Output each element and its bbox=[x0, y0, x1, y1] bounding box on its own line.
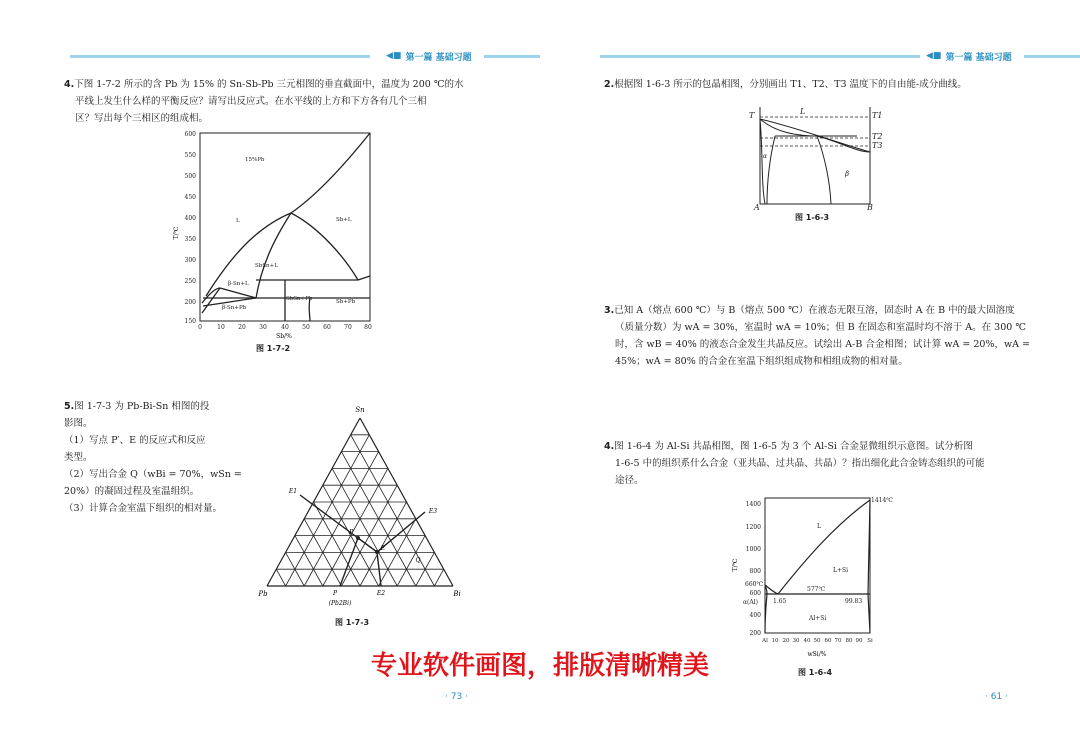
label-L: L bbox=[817, 523, 821, 530]
x-tick: 10 bbox=[217, 324, 225, 331]
label-e3: E3 bbox=[428, 508, 438, 515]
label-577: 577℃ bbox=[807, 586, 826, 593]
y-tick: 250 bbox=[184, 278, 196, 285]
right-header: ◀■ 第一篇 基础习题 bbox=[926, 51, 1012, 63]
si-liquidus bbox=[778, 500, 870, 594]
y-tick: 300 bbox=[184, 257, 196, 264]
figure-caption: 图 1-7-3 bbox=[335, 618, 370, 627]
label-T: T bbox=[749, 111, 755, 120]
region-label: Sb+L bbox=[336, 217, 352, 223]
grid-line bbox=[332, 468, 397, 586]
label-L-Si: L+Si bbox=[833, 567, 849, 574]
figure-caption: 图 1-6-4 bbox=[798, 668, 833, 677]
x-tick: Si bbox=[867, 638, 873, 644]
label-p-prime: P′ bbox=[349, 529, 355, 536]
label-e2: E2 bbox=[376, 590, 386, 597]
figure-caption: 图 1-7-2 bbox=[256, 344, 291, 353]
region-label: SbSn+L bbox=[255, 263, 278, 269]
x-axis-label: Sb/% bbox=[276, 333, 292, 340]
label-660: 660℃ bbox=[745, 581, 764, 588]
left-header: ◀■ 第一篇 基础习题 bbox=[386, 51, 472, 63]
right-question-3: 3.已知 A（熔点 600 ℃）与 B（熔点 500 ℃）在液态无限互溶，固态时 A 在 B 中的最大固溶度 （质量分数）为 wA = 30%，室温时 wA = 10%；但 B 在固态和室温时均不溶于 A。在 300 ℃ 时，含 wB = 40% 的液态合金发生共晶反应。试绘出 A-B 合金相图；试计算 wA = 20%，wA = 45%；wA = 80% 的合金在室温下组织组成物和相组成物的相对量。 bbox=[604, 305, 1030, 367]
x-tick: 70 bbox=[344, 324, 352, 331]
left-question-4: 4.下图 1-7-2 所示的含 Pb 为 15% 的 Sn-Sb-Pb 三元相图的垂直截面中，温度为 200 ℃的水 平线上发生什么样的平衡反应？请写出反应式。在水平线的上方和下方各有几个三相 区？写出每个三相区的组成相。 bbox=[64, 79, 464, 124]
y-axis-label: T/℃ bbox=[732, 558, 739, 572]
right-page bbox=[540, 0, 1080, 750]
y-tick: 450 bbox=[184, 194, 196, 201]
grid-line bbox=[286, 435, 370, 586]
promo-banner: 专业软件画图，排版清晰精美 bbox=[370, 651, 709, 681]
region-label: SbSn+Pb bbox=[286, 296, 313, 302]
label-T2: T2 bbox=[872, 132, 883, 141]
figure-caption: 图 1-6-3 bbox=[795, 213, 830, 222]
label-p: P bbox=[332, 590, 338, 597]
x-axis-label: wSi/% bbox=[807, 651, 827, 658]
y-tick: 400 bbox=[749, 612, 761, 619]
phase-diagram-sn-sb-pb bbox=[170, 128, 390, 343]
liquidus-curve bbox=[206, 133, 370, 296]
y-tick: 800 bbox=[749, 568, 761, 575]
label-1414: 1414℃ bbox=[871, 497, 893, 504]
label-T3: T3 bbox=[872, 141, 883, 150]
y-tick: 600 bbox=[749, 590, 761, 597]
label-e: E bbox=[380, 545, 386, 552]
x-tick: 70 bbox=[834, 638, 842, 644]
header-rule bbox=[484, 55, 540, 58]
point-e bbox=[375, 550, 379, 554]
label-q: Q bbox=[415, 557, 421, 564]
region-label: 15%Pb bbox=[245, 157, 265, 163]
grid-line bbox=[397, 536, 425, 586]
sb-boundary bbox=[291, 213, 358, 280]
diagram-frame bbox=[760, 107, 870, 204]
y-tick: 500 bbox=[184, 173, 196, 180]
x-tick: 30 bbox=[792, 638, 800, 644]
eutectic-line-1 bbox=[220, 288, 256, 298]
region-label: L bbox=[236, 218, 240, 224]
grid-line bbox=[295, 536, 323, 586]
grid-line bbox=[323, 468, 388, 586]
grid-line bbox=[276, 569, 285, 586]
header-rule bbox=[70, 55, 370, 58]
boundary-line bbox=[340, 538, 358, 586]
x-tick: 50 bbox=[302, 324, 310, 331]
point-p-prime bbox=[356, 536, 360, 540]
x-tick: 40 bbox=[803, 638, 811, 644]
sbsn-boundary bbox=[256, 213, 291, 298]
ternary-diagram-pb-bi-sn bbox=[255, 400, 470, 610]
y-tick: 600 bbox=[184, 131, 196, 138]
y-tick: 200 bbox=[184, 299, 196, 306]
header-arrow-icon: ◀■ bbox=[926, 51, 942, 61]
grid-line bbox=[351, 435, 438, 586]
x-tick: 40 bbox=[281, 324, 289, 331]
vertex-pb: Pb bbox=[258, 590, 268, 598]
x-tick: 80 bbox=[364, 324, 372, 331]
beta-boundary bbox=[817, 136, 831, 204]
alpha-solvus bbox=[760, 119, 768, 204]
x-tick: 60 bbox=[323, 324, 331, 331]
x-tick: 30 bbox=[259, 324, 267, 331]
peritectic-diagram bbox=[745, 102, 885, 212]
page-number: · 73 · bbox=[445, 692, 468, 702]
sb-pb-line bbox=[358, 276, 370, 280]
al-si-phase-diagram bbox=[725, 490, 895, 662]
y-axis-label: T/℃ bbox=[173, 226, 180, 240]
label-A: A bbox=[754, 203, 760, 212]
y-tick: 1200 bbox=[745, 524, 761, 531]
right-question-4: 4.图 1-6-4 为 Al-Si 共晶相图，图 1-6-5 为 3 个 Al-Si 合金显微组织示意图。试分析图 1-6-5 中的组织系什么合金（亚共晶、过共晶、共晶）？指出细化此合金铸态组织的可能 途径。 bbox=[604, 441, 985, 486]
label-alpha-al: α(Al) bbox=[743, 599, 758, 606]
y-tick: 550 bbox=[184, 152, 196, 159]
header-rule bbox=[600, 55, 920, 58]
x-tick: 50 bbox=[813, 638, 821, 644]
x-tick: 10 bbox=[771, 638, 779, 644]
region-label: β-Sn+Pb bbox=[222, 305, 247, 311]
label-T1: T1 bbox=[872, 111, 883, 120]
x-tick: 20 bbox=[238, 324, 246, 331]
x-tick: 0 bbox=[198, 324, 202, 331]
x-tick: 90 bbox=[855, 638, 863, 644]
x-tick: 20 bbox=[782, 638, 790, 644]
region-label: Sb+Pb bbox=[336, 299, 356, 305]
x-tick: Al bbox=[762, 638, 768, 644]
label-beta: β bbox=[845, 170, 850, 178]
left-question-5: 5.图 1-7-3 为 Pb-Bi-Sn 相图的投 影图。 （1）写点 P′、E 的反应式和反应 类型。 （2）写出合金 Q（wBi = 70%，wSn = 20%）的凝固过程及室温组织。 （3）计算合金室温下组织的相对量。 bbox=[64, 401, 242, 514]
grid-line bbox=[434, 569, 443, 586]
right-question-2: 2.根据图 1-6-3 所示的包晶相图，分别画出 T1、T2、T3 温度下的自由能-成分曲线。 bbox=[604, 79, 967, 90]
vertex-bi: Bi bbox=[453, 590, 461, 598]
label-L: L bbox=[800, 107, 806, 116]
label-B: B bbox=[867, 203, 873, 212]
label-e1: E1 bbox=[288, 488, 298, 495]
region-label: β-Sn+L bbox=[228, 281, 249, 287]
header-rule bbox=[1024, 55, 1080, 58]
x-tick: 80 bbox=[845, 638, 853, 644]
header-arrow-icon: ◀■ bbox=[386, 51, 402, 61]
label-pb2bi: (Pb2Bi) bbox=[328, 600, 352, 607]
vertex-sn: Sn bbox=[355, 406, 365, 414]
y-tick: 400 bbox=[184, 215, 196, 222]
y-tick: 350 bbox=[184, 236, 196, 243]
page-number: · 61 · bbox=[985, 692, 1008, 702]
label-al-si: Al+Si bbox=[809, 615, 827, 622]
y-tick: 150 bbox=[184, 318, 196, 325]
y-tick: 200 bbox=[749, 630, 761, 637]
y-tick: 1400 bbox=[745, 501, 761, 508]
x-tick: 60 bbox=[824, 638, 832, 644]
grid-line bbox=[314, 502, 361, 586]
label-99.83: 99.83 bbox=[845, 598, 863, 605]
y-tick: 1000 bbox=[745, 546, 761, 553]
label-1.65: 1.65 bbox=[773, 598, 787, 605]
label-alpha: α bbox=[763, 153, 768, 160]
